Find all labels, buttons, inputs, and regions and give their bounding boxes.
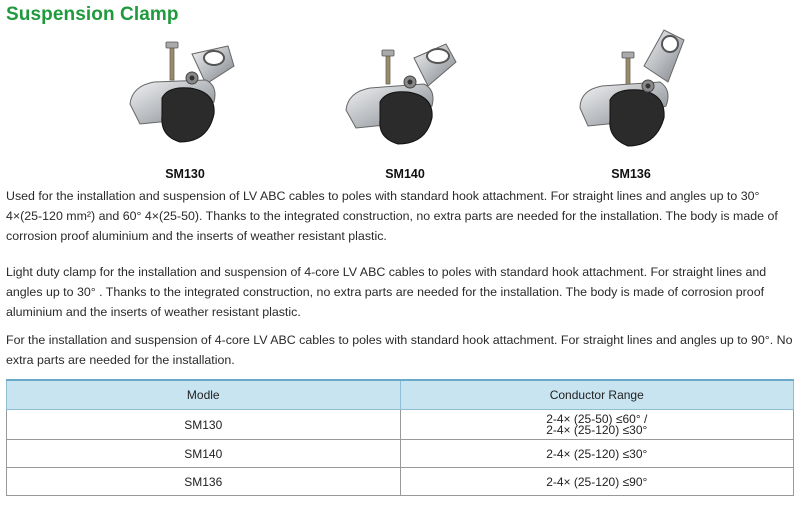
conductor-range-line: 2-4× (25-50) ≤60° / <box>546 411 648 426</box>
model-cell: SM140 <box>7 440 401 468</box>
suspension-clamp-image <box>330 26 480 166</box>
product-sm136 <box>556 26 706 186</box>
specification-table <box>6 379 794 496</box>
page-title: Suspension Clamp <box>6 4 179 25</box>
conductor-range-cell: 2-4× (25-120) ≤30° <box>400 440 794 468</box>
table-header-row <box>7 380 794 410</box>
table-row <box>7 440 794 468</box>
conductor-range-line: 2-4× (25-120) ≤30° <box>546 422 648 437</box>
column-header-conductor-range: Conductor Range <box>400 380 794 410</box>
column-header-model: Modle <box>7 380 401 410</box>
conductor-range-cell <box>400 410 794 440</box>
suspension-clamp-image <box>556 26 706 166</box>
product-label: SM136 <box>611 167 651 181</box>
table-row <box>7 410 794 440</box>
model-cell: SM130 <box>7 410 401 440</box>
description-sm136: For the installation and suspension of 4-core LV ABC cables to poles with standard hook attachment. For straight lines and angles up to 90°. No extra parts are needed for the installation. <box>6 333 793 367</box>
conductor-range-cell: 2-4× (25-120) ≤90° <box>400 468 794 496</box>
product-label: SM140 <box>385 167 425 181</box>
suspension-clamp-image <box>110 26 260 166</box>
description-sm130: Used for the installation and suspension of LV ABC cables to poles with standard hook attachment. For straight lines and angles up to 30° 4×(25-120 mm²) and 60° 4×(25-50). Thanks to the integrated construction, no extra parts are needed for the installation. The body is made of corrosion proof aluminium and the inserts of weather resistant plastic. <box>6 189 778 243</box>
product-label: SM130 <box>165 167 205 181</box>
table-row <box>7 468 794 496</box>
product-sm140 <box>330 26 480 186</box>
description-sm140: Light duty clamp for the installation and suspension of 4-core LV ABC cables to poles with standard hook attachment. For straight lines and angles up to 30° . Thanks to the integrated construction, no extra parts are needed for the installation. The body is made of corrosion proof aluminium and the inserts of weather resistant plastic. <box>6 265 767 319</box>
product-sm130 <box>110 26 260 186</box>
model-cell: SM136 <box>7 468 401 496</box>
